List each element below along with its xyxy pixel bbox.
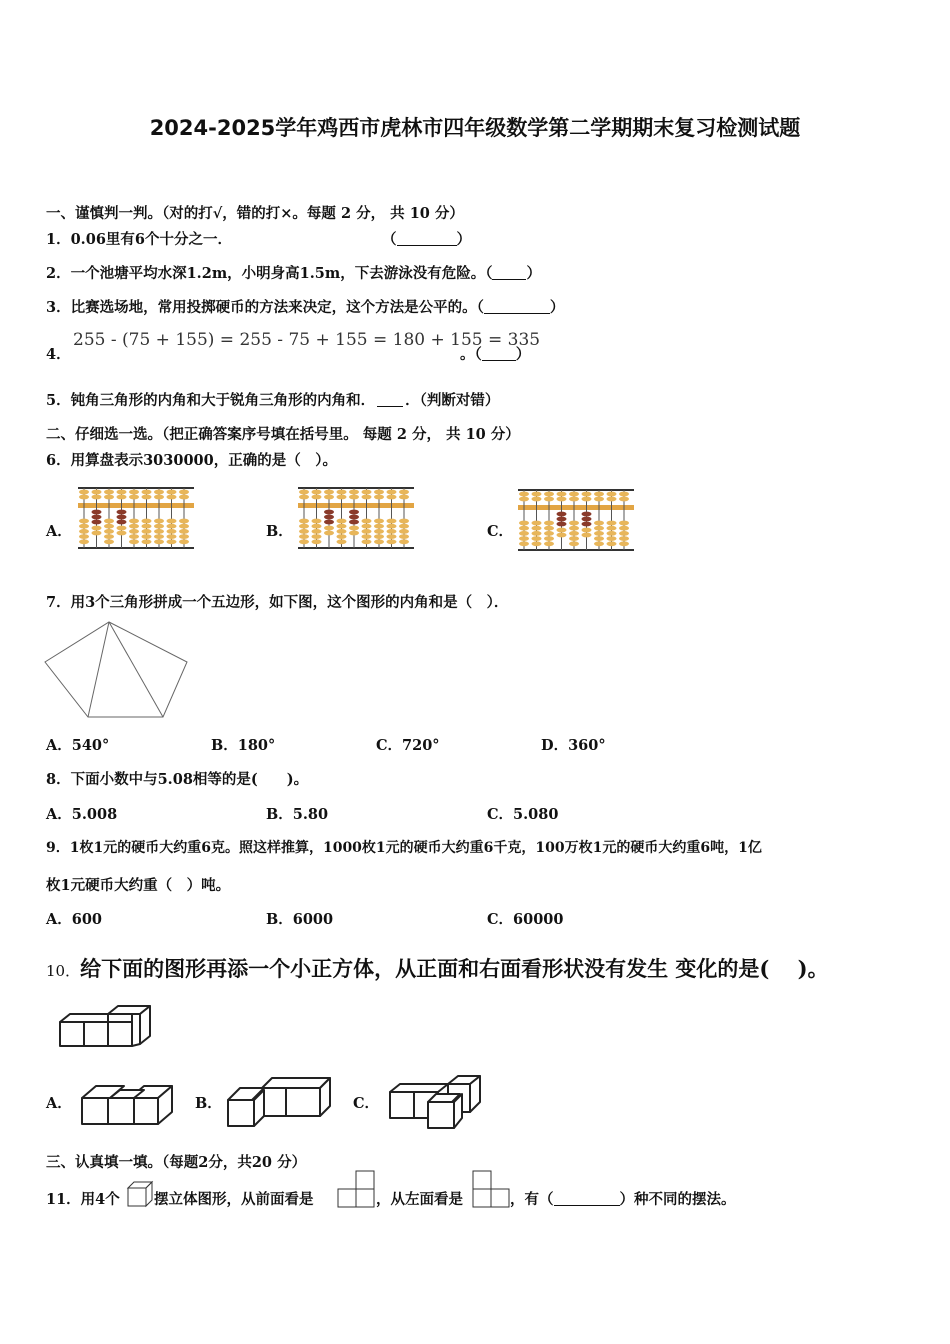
q10 xyxy=(46,953,829,983)
cube-option-a-figure[interactable] xyxy=(80,1080,176,1126)
q7-option-a[interactable]: A．540° xyxy=(46,737,110,754)
q7-option-d[interactable]: D．360° xyxy=(541,737,606,754)
q6-option-a-label[interactable]: A． xyxy=(46,523,72,540)
q9-option-a[interactable]: A．600 xyxy=(46,911,103,928)
pentagon-diagonal-1 xyxy=(88,622,109,717)
q11-part-a: 11．用4个 xyxy=(46,1191,120,1208)
q3-blank[interactable] xyxy=(484,299,550,314)
cube-base-figure xyxy=(58,1004,154,1050)
page-title: 2024-2025学年鸡西市虎林市四年级数学第二学期期末复习检测试题 xyxy=(149,116,801,140)
q1-answer[interactable] xyxy=(382,228,471,249)
q10-option-c-label[interactable]: C． xyxy=(353,1095,380,1112)
q9-option-c[interactable]: C．60000 xyxy=(487,911,564,928)
q2-paren-close: ） xyxy=(526,265,541,282)
q1 xyxy=(46,228,232,249)
cube-option-b-figure[interactable] xyxy=(226,1074,332,1128)
q11-part-b: 摆立体图形，从前面看是 xyxy=(154,1191,314,1208)
q9-text-line1: 9．1枚1元的硬币大约重6克。照这样推算，1000枚1元的硬币大约重6千克，100万枚1元的硬币大约重6吨，1亿 xyxy=(46,840,762,856)
q2-text: 2．一个池塘平均水深1.2m，小明身高1.5m，下去游泳没有危险。（ xyxy=(46,265,493,282)
q6-option-c-label[interactable]: C． xyxy=(487,523,514,540)
section1-heading: 一、谨慎判一判。（对的打√，错的打×。每题 2 分， 共 10 分） xyxy=(46,205,464,222)
q7-option-c[interactable]: C．720° xyxy=(376,737,440,754)
abacus-c-image[interactable] xyxy=(518,486,634,554)
q4-paren-open: 。（ xyxy=(460,346,482,363)
q6-text: 6．用算盘表示3030000，正确的是（ ）。 xyxy=(46,452,337,469)
q1-paren-open: （ xyxy=(382,231,397,248)
q2 xyxy=(46,262,541,283)
q8-option-b[interactable]: B．5.80 xyxy=(266,806,329,823)
q7-text: 7．用3个三角形拼成一个五边形，如下图，这个图形的内角和是（ ）． xyxy=(46,594,509,611)
q8-text: 8．下面小数中与5.08相等的是( )。 xyxy=(46,771,309,788)
q1-paren-close: ） xyxy=(456,231,471,248)
q10-number: 10． xyxy=(46,962,81,980)
q3-paren-close: ） xyxy=(549,299,565,316)
q4-blank[interactable] xyxy=(482,346,516,361)
small-cube-icon xyxy=(126,1180,154,1208)
section2-heading: 二、仔细选一选。（把正确答案序号填在括号里。 每题 2 分， 共 10 分） xyxy=(46,426,520,443)
abacus-b-image[interactable] xyxy=(298,484,414,552)
q5-blank[interactable] xyxy=(377,392,403,407)
q5-text-b: ．（判断对错） xyxy=(405,392,500,409)
q4-number: 4． xyxy=(46,346,71,363)
q5 xyxy=(46,389,499,410)
q4-paren-close: ） xyxy=(515,346,531,363)
q3-text: 3．比赛选场地，常用投掷硬币的方法来决定，这个方法是公平的。（ xyxy=(46,299,484,316)
q4-tail xyxy=(460,343,530,364)
q10-option-a-label[interactable]: A． xyxy=(46,1095,72,1112)
q8-option-a[interactable]: A．5.008 xyxy=(46,806,118,823)
q2-blank[interactable] xyxy=(492,265,526,280)
q8-option-c[interactable]: C．5.080 xyxy=(487,806,559,823)
q11-answer xyxy=(510,1188,736,1209)
q6-option-b-label[interactable]: B． xyxy=(266,523,293,540)
front-view-icon xyxy=(336,1170,376,1208)
q9-option-b[interactable]: B．6000 xyxy=(266,911,334,928)
q1-text: 1．0.06里有6个十分之一． xyxy=(46,231,232,248)
section3-heading: 三、认真填一填。（每题2分，共20 分） xyxy=(46,1154,307,1171)
cube-option-c-figure[interactable] xyxy=(388,1074,484,1130)
q4-formula: 255 - (75 + 155) = 255 - 75 + 155 = 180 + 155 = 335 xyxy=(73,330,541,350)
pentagon-outline xyxy=(45,622,187,717)
q1-blank[interactable] xyxy=(397,231,457,246)
q11-part-e: ）种不同的摆法。 xyxy=(619,1191,736,1208)
q9-text-line2: 枚1元硬币大约重（ ）吨。 xyxy=(46,877,231,894)
pentagon-figure xyxy=(43,620,189,720)
q11-part-d: ，有（ xyxy=(510,1191,554,1208)
abacus-a-image[interactable] xyxy=(78,484,194,552)
q10-text: 给下面的图形再添一个小正方体，从正面和右面看形状没有发生 变化的是( )。 xyxy=(80,956,829,981)
q3 xyxy=(46,296,564,317)
q5-text-a: 5．钝角三角形的内角和大于锐角三角形的内角和． xyxy=(46,392,376,409)
left-view-icon xyxy=(471,1170,511,1208)
q7-option-b[interactable]: B．180° xyxy=(211,737,276,754)
q10-option-b-label[interactable]: B． xyxy=(195,1095,222,1112)
q11-part-c: ，从左面看是 xyxy=(376,1191,463,1208)
q11-blank[interactable] xyxy=(554,1191,620,1206)
